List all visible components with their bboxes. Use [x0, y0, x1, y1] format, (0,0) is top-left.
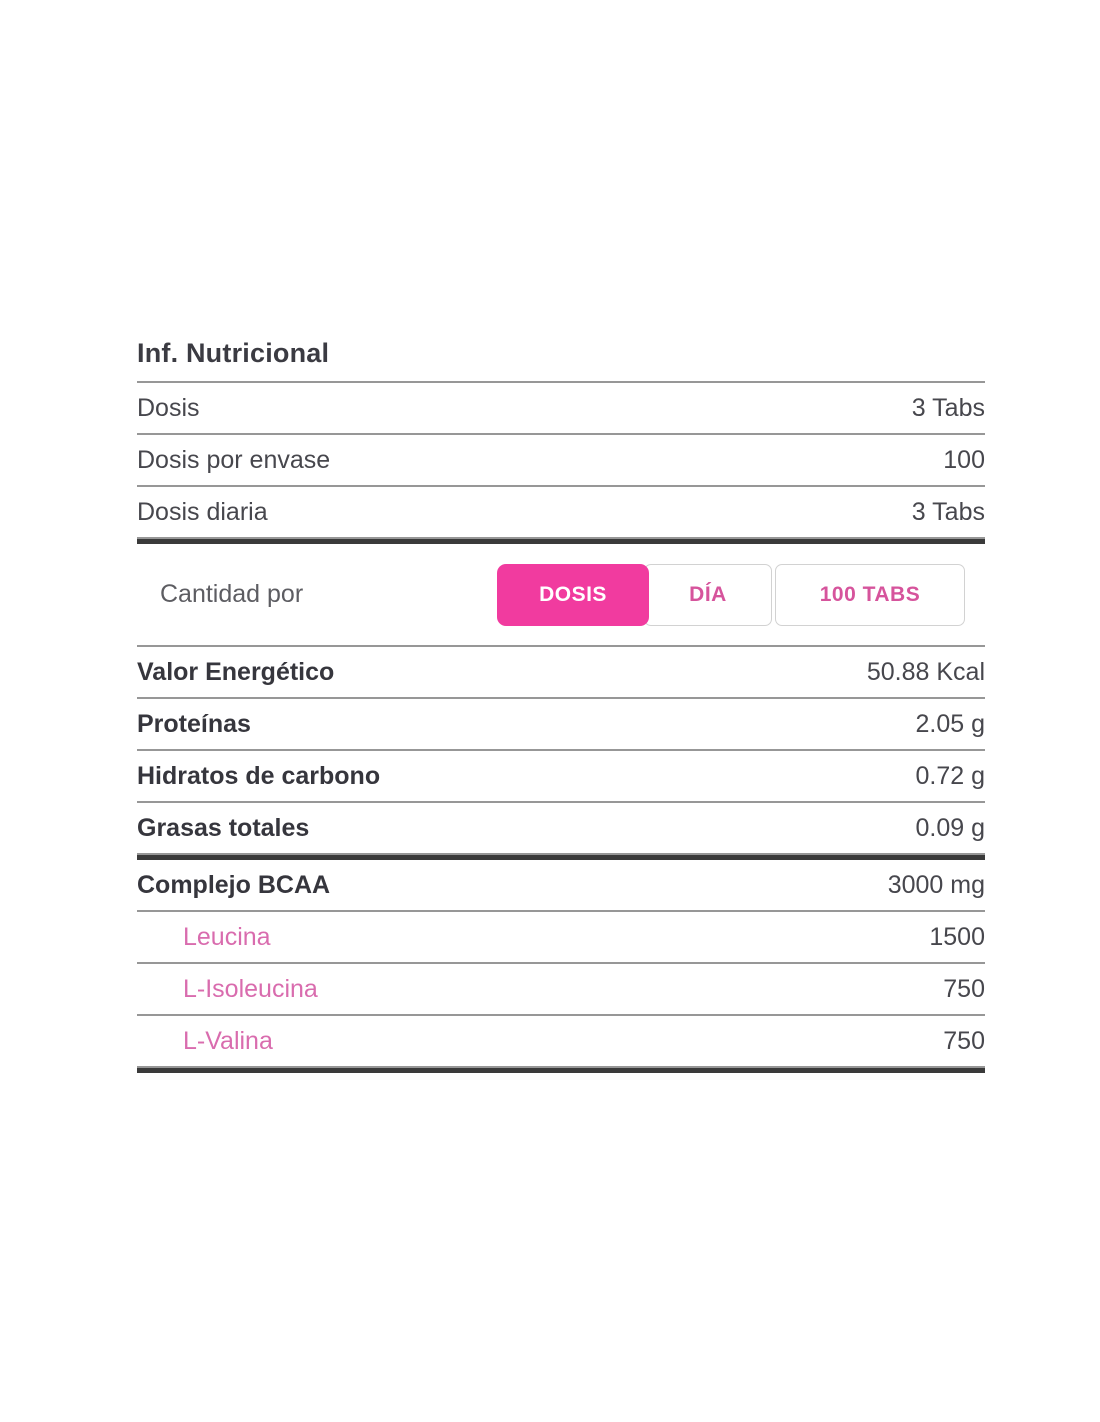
- row-value: 50.88 Kcal: [866, 657, 985, 686]
- amount-selector: [137, 544, 985, 647]
- row-value: 1500: [929, 922, 985, 951]
- row-label: Dosis diaria: [137, 497, 268, 526]
- row-label: Dosis por envase: [137, 445, 331, 474]
- row-value: 0.72 g: [915, 761, 985, 790]
- amount-selector-tabs: [497, 564, 965, 626]
- table-row-complejo-bcaa: [137, 860, 985, 912]
- table-row-valor-energetico: [137, 647, 985, 699]
- row-value: 3 Tabs: [911, 393, 985, 422]
- table-row-hidratos: [137, 751, 985, 803]
- row-label: Valor Energético: [137, 657, 335, 686]
- row-label: Complejo BCAA: [137, 870, 331, 899]
- tab-100-tabs[interactable]: 100 TABS: [775, 564, 965, 626]
- row-value: 3 Tabs: [911, 497, 985, 526]
- row-value: 100: [943, 445, 985, 474]
- table-row-proteinas: [137, 699, 985, 751]
- panel-title: Inf. Nutricional: [137, 338, 985, 383]
- row-value: 2.05 g: [915, 709, 985, 738]
- row-label: L-Valina: [183, 1026, 273, 1055]
- table-row-dosis-diaria: [137, 487, 985, 539]
- row-label: Grasas totales: [137, 813, 310, 842]
- row-label: Proteínas: [137, 709, 251, 738]
- row-label: L-Isoleucina: [183, 974, 318, 1003]
- row-value: 0.09 g: [915, 813, 985, 842]
- tab-dia[interactable]: DÍA: [644, 564, 772, 626]
- table-row-leucina: [137, 912, 985, 964]
- row-label: Leucina: [183, 922, 271, 951]
- row-label: Hidratos de carbono: [137, 761, 381, 790]
- row-value: 3000 mg: [887, 870, 985, 899]
- row-value: 750: [943, 974, 985, 1003]
- table-row-dosis: [137, 383, 985, 435]
- table-row-dosis-por-envase: [137, 435, 985, 487]
- section-divider: [137, 1068, 985, 1073]
- row-label: Dosis: [137, 393, 200, 422]
- table-row-isoleucina: [137, 964, 985, 1016]
- nutrition-info-panel: [137, 338, 985, 1073]
- table-row-valina: [137, 1016, 985, 1068]
- row-value: 750: [943, 1026, 985, 1055]
- tab-dosis[interactable]: DOSIS: [497, 564, 649, 626]
- amount-selector-label: Cantidad por: [160, 580, 304, 608]
- table-row-grasas: [137, 803, 985, 855]
